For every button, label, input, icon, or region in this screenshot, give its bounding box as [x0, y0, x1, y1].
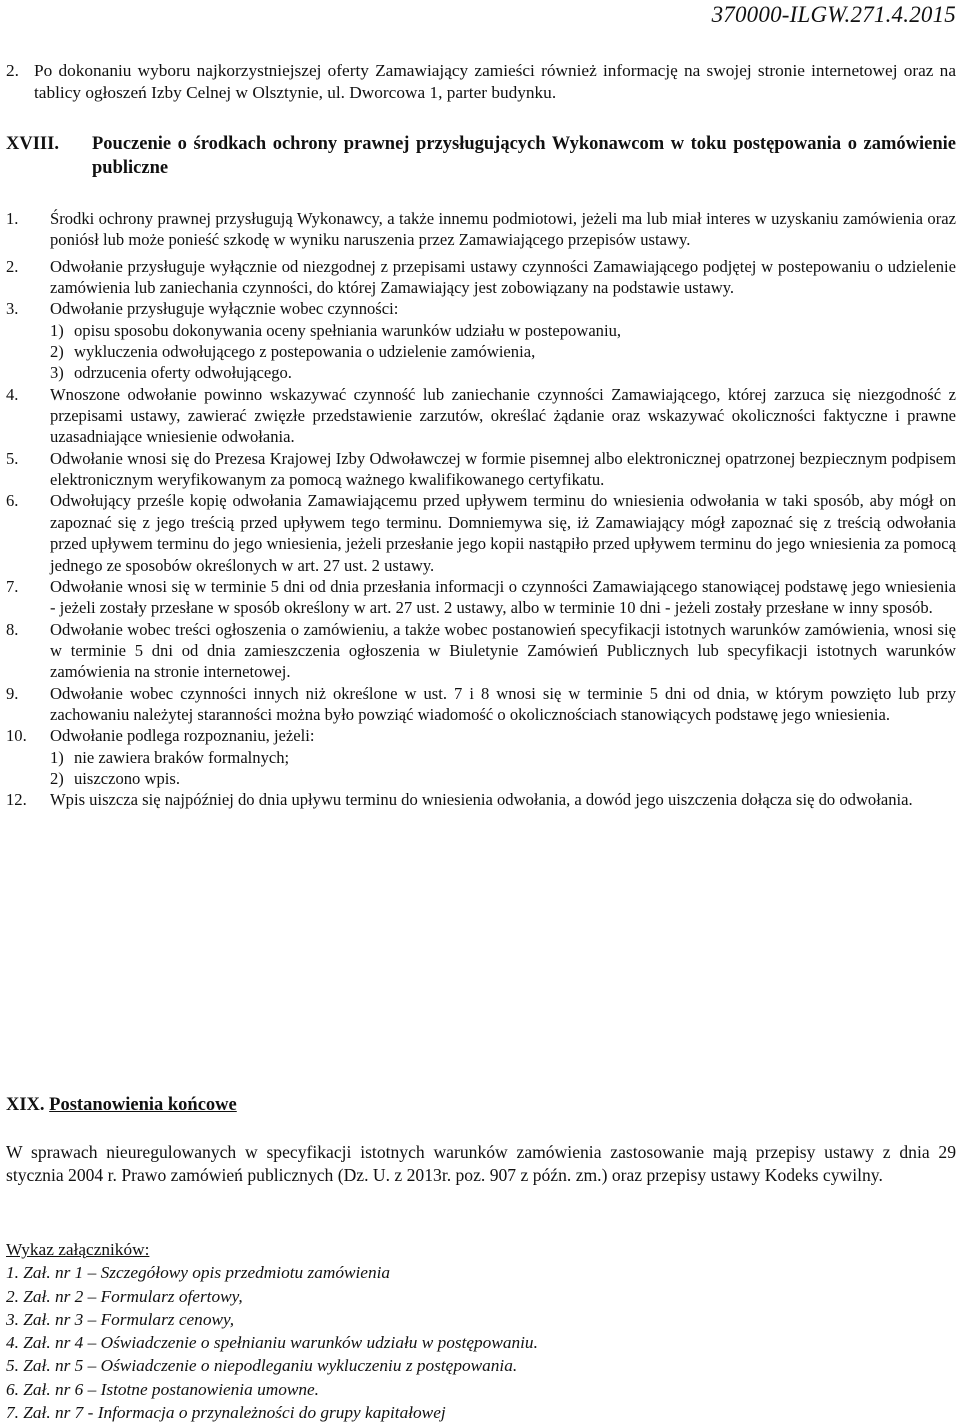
list-item: [6, 448, 956, 491]
sublist-item-text: odrzucenia oferty odwołującego.: [74, 363, 292, 383]
list-item-text: Odwołanie wnosi się do Prezesa Krajowej Izby Odwoławczej w formie pisemnej albo elektronicznej opatrzonej bezpiecznym podpisem elektronicznym weryfikowanym za pomocą ważnego kwalifikowanego certyfikatu.: [50, 448, 956, 490]
list-item: [6, 619, 956, 683]
list-item-text: Odwołanie przysługuje wyłącznie od niezgodnej z przepisami ustawy czynności Zamawiającego podjętej w postepowaniu o udzielenie zamówienia lub zaniechania czynności, do której Zamawiający jest zobowiązany na podstawie ustawy.: [50, 256, 956, 298]
section-18-title: Pouczenie o środkach ochrony prawnej przysługujących Wykonawcom w toku postępowania o zamówienie publiczne: [92, 134, 956, 178]
list-item-number: 3.: [6, 299, 19, 319]
section-19-heading: [6, 1093, 956, 1117]
attachment-item: 2. Zał. nr 2 – Formularz ofertowy,: [6, 1286, 243, 1306]
list-item: [6, 683, 956, 726]
intro-paragraph: [6, 60, 956, 105]
attachment-item: 3. Zał. nr 3 – Formularz cenowy,: [6, 1309, 235, 1329]
list-item-text: Środki ochrony prawnej przysługują Wykonawcy, a także innemu podmiotowi, jeżeli ma lub miał interes w uzyskaniu zamówienia oraz poniósł lub może ponieść szkodę w wyniku naruszenia przez Zamawiającego przepisów ustawy.: [50, 209, 956, 250]
list-item-text: Odwołanie wobec czynności innych niż określone w ust. 7 i 8 wnosi się w terminie 5 dni od dnia, w którym powzięto lub przy zachowaniu należytej staranności można było powziąć wiadomość o okolicznościach stanowiących podstawę jego wniesienia.: [50, 683, 956, 724]
list-item-number: 9.: [6, 683, 19, 703]
list-item-content: [50, 725, 956, 789]
intro-text: Po dokonaniu wyboru najkorzystniejszej oferty Zamawiający zamieści również informację na swojej stronie internetowej oraz na tablicy ogłoszeń Izby Celnej w Olsztynie, ul. Dworcowa 1, parter budynku.: [34, 61, 956, 103]
sublist-item-number: 2): [50, 768, 64, 788]
attachment-item: 6. Zał. nr 6 – Istotne postanowienia umowne.: [6, 1379, 319, 1399]
list-item-number: 4.: [6, 384, 19, 404]
sublist: [50, 747, 956, 790]
sublist-item: [50, 320, 956, 341]
sublist-item: [50, 362, 956, 383]
list-item: [6, 384, 956, 448]
list-item-text: Odwołujący prześle kopię odwołania Zamawiającemu przed upływem terminu do wniesienia odwołania w taki sposób, aby mógł on zapoznać się z jego treścią przed upływem tego terminu. Domniemywa się, iż Zamawiający mógł zapoznać się z treścią odwołania przed upływem terminu do jego wniesienia, jeżeli przesłanie jego kopii nastąpiło przed upływem terminu do jego wniesienia za pomocą jednego ze sposobów określonych w art. 27 ust. 2 ustawy.: [50, 491, 956, 575]
document-reference-number: 370000-ILGW.271.4.2015: [711, 2, 956, 27]
sublist-item-text: wykluczenia odwołującego z postepowania o udzielenie zamówienia,: [74, 342, 536, 362]
sublist: [50, 320, 956, 384]
list-item-text: Wnoszone odwołanie powinno wskazywać czynność lub zaniechanie czynności Zamawiającego, której zarzuca się niezgodność z przepisami ustawy, zawierać zwięzłe przedstawienie zarzutów, określać żądanie oraz wskazywać okoliczności faktyczne i prawne uzasadniające wniesienie odwołania.: [50, 384, 956, 447]
list-item-text: Odwołanie wobec treści ogłoszenia o zamówieniu, a także wobec postanowień specyfikacji istotnych warunków zamówienia, wnosi się w terminie 5 dni od dnia zamieszczenia ogłoszenia w Biuletynie Zamówień Publicznych lub specyfikacji istotnych warunków zamówienia na stronie internetowej.: [50, 619, 956, 682]
sublist-item-text: uiszczono wpis.: [74, 768, 180, 788]
list-item-text: Odwołanie wnosi się w terminie 5 dni od dnia przesłania informacji o czynności Zamawiającego stanowiącej podstawę jego wniesienia - jeżeli zostały przesłane w sposób określony w art. 27 ust. 2 ustawy, albo w terminie 10 dni - jeżeli zostały przesłane w inny sposób.: [50, 576, 956, 618]
list-item: [6, 725, 956, 789]
sublist-item: [50, 747, 956, 768]
list-item-number: 5.: [6, 448, 19, 468]
sublist-item-text: opisu sposobu dokonywania oceny spełniania warunków udziału w postepowaniu,: [74, 320, 622, 340]
sublist-item: [50, 768, 956, 789]
list-item: [6, 298, 956, 383]
list-item-number: 2.: [6, 256, 19, 276]
sublist-item-number: 2): [50, 342, 64, 362]
section-19-title: Postanowienia końcowe: [49, 1095, 237, 1115]
attachments-list: [6, 1238, 956, 1424]
section-18-number: XVIII.: [6, 134, 59, 154]
attachment-item: 1. Zał. nr 1 – Szczegółowy opis przedmiotu zamówienia: [6, 1263, 391, 1283]
sublist-item-number: 1): [50, 320, 64, 340]
list-item-text: Odwołanie podlega rozpoznaniu, jeżeli:: [50, 726, 315, 746]
section-19-number: XIX.: [6, 1095, 45, 1115]
list-item: [6, 490, 956, 575]
attachment-item: 4. Zał. nr 4 – Oświadczenie o spełnianiu warunków udziału w postępowaniu.: [6, 1333, 538, 1353]
list-item: [6, 576, 956, 619]
list-item-number: 6.: [6, 491, 19, 511]
attachments-heading: Wykaz załączników:: [6, 1240, 150, 1259]
list-item: [6, 789, 956, 810]
sublist-item-text: nie zawiera braków formalnych;: [74, 747, 290, 767]
list-item-number: 8.: [6, 619, 19, 639]
intro-number: 2.: [6, 61, 19, 80]
list-item-content: [50, 298, 956, 383]
list-item: [6, 256, 956, 299]
list-item-number: 1.: [6, 209, 19, 228]
section-18-heading: [6, 132, 956, 180]
list-item: [6, 208, 956, 251]
sublist-item-number: 3): [50, 363, 64, 383]
attachment-item: 5. Zał. nr 5 – Oświadczenie o niepodleganiu wykluczeniu z postępowania.: [6, 1356, 518, 1376]
list-item-number: 12.: [6, 790, 27, 810]
list-item-text: Odwołanie przysługuje wyłącznie wobec czynności:: [50, 299, 399, 319]
list-item-number: 7.: [6, 576, 19, 596]
section-19-paragraph: W sprawach nieuregulowanych w specyfikacji istotnych warunków zamówienia zastosowanie mają przepisy ustawy z dnia 29 stycznia 2004 r. Prawo zamówień publicznych (Dz. U. z 2013r. poz. 907 z późn. zm.) oraz przepisy ustawy Kodeks cywilny.: [6, 1142, 956, 1186]
section-18-list: [6, 208, 956, 811]
attachment-item: 7. Zał. nr 7 - Informacja o przynależności do grupy kapitałowej: [6, 1403, 446, 1423]
list-item-text: Wpis uiszcza się najpóźniej do dnia upływu terminu do wniesienia odwołania, a dowód jego uiszczenia dołącza się do odwołania.: [50, 790, 913, 810]
list-item-number: 10.: [6, 726, 27, 746]
sublist-item: [50, 341, 956, 362]
sublist-item-number: 1): [50, 747, 64, 767]
